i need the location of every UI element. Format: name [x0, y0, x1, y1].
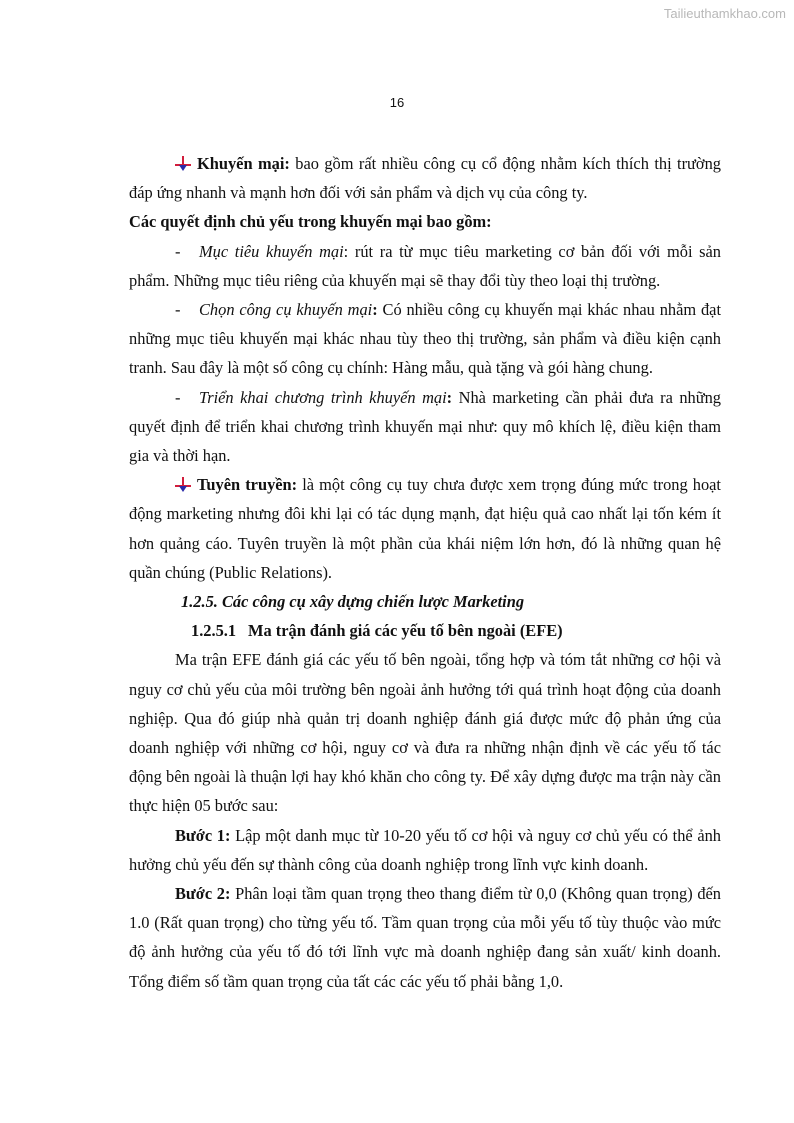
- item1-title: Mục tiêu khuyến mại: [199, 241, 344, 261]
- step1-text: Lập một danh mục từ 10-20 yếu tố cơ hội và nguy cơ chủ yếu có thể ảnh hưởng chủ yếu đến sự thành công của doanh nghiệp trong lĩnh vực kinh doanh.: [129, 825, 722, 874]
- arrow-down-bullet-icon: [175, 476, 191, 492]
- section-title: Ma trận đánh giá các yếu tố bên ngoài (EFE): [248, 621, 563, 641]
- dash-marker: -: [175, 300, 181, 320]
- paragraph-khuyen-mai: [129, 149, 721, 207]
- khuyen-mai-title: Khuyến mại:: [197, 154, 290, 173]
- step2-text: Phân loại tầm quan trọng theo thang điểm từ 0,0 (Không quan trọng) đến 1.0 (Rất quan trọng) cho từng yếu tố. Tầm quan trọng của mỗi yếu tố tùy thuộc vào mức độ ảnh hưởng của yếu tố đó tới lĩnh vực mà doanh nghiệp đang sản xuất/ kinh doanh. Tổng điểm số tầm quan trọng của tất các các yếu tố phải bằng 1,0.: [129, 884, 721, 991]
- step2-title: Bước 2:: [175, 884, 231, 904]
- section-heading-1-2-5: 1.2.5. Các công cụ xây dựng chiến lược Marketing: [181, 592, 525, 612]
- paragraph-tuyen-truyen: [129, 470, 721, 587]
- watermark: Tailieuthamkhao.com: [663, 6, 786, 21]
- item3-colon: :: [446, 387, 453, 407]
- item1-text: : rút ra từ mục tiêu marketing cơ bản đối với mỗi sản phẩm. Những mục tiêu riêng của khuyến mại sẽ thay đổi tùy theo loại thị trường.: [129, 241, 722, 290]
- item2-colon: :: [372, 300, 378, 320]
- step1-title: Bước 1:: [175, 825, 231, 845]
- list-item-muc-tieu: [129, 237, 721, 295]
- dash-marker: -: [175, 387, 181, 407]
- paragraph-step-2: [129, 879, 721, 996]
- list-item-trien-khai: [129, 383, 721, 471]
- section-number: 1.2.5.1: [191, 621, 237, 641]
- item2-title: Chọn công cụ khuyến mại: [199, 300, 373, 320]
- paragraph-step-1: [129, 821, 721, 879]
- tuyen-truyen-text: là một công cụ tuy chưa được xem trọng đúng mức trong hoạt động marketing nhưng đôi khi lại có tác dụng mạnh, đạt hiệu quả cao nhất lại tốn kém ít hơn quảng cáo. Tuyên truyền là một phần của khái niệm lớn hơn, đó là những quan hệ quần chúng (Public Relations).: [129, 475, 721, 582]
- item2-text: Có nhiều công cụ khuyến mại khác nhau nhằm đạt những mục tiêu khuyến mại khác nhau tùy theo thị trường, sản phẩm và điều kiện cạnh tranh. Sau đây là một số công cụ chính: Hàng mẫu, quà tặng và gói hàng chung.: [129, 300, 721, 378]
- list-item-chon-cong-cu: [129, 295, 721, 383]
- arrow-down-bullet-icon: [175, 155, 191, 171]
- page-number: 16: [389, 95, 405, 110]
- khuyen-mai-text: bao gồm rất nhiều công cụ cổ động nhằm kích thích thị trường đáp ứng nhanh và mạnh hơn đối với sản phẩm và dịch vụ của công ty.: [129, 154, 721, 203]
- section-heading-1-2-5-1: [129, 616, 721, 645]
- document-body: [129, 149, 721, 996]
- item3-text: Nhà marketing cần phải đưa ra những quyết định để triển khai chương trình khuyến mại như: quy mô khích lệ, điều kiện tham gia và thời hạn.: [129, 387, 721, 466]
- paragraph-efe: Ma trận EFE đánh giá các yếu tố bên ngoài, tổng hợp và tóm tắt những cơ hội và nguy cơ chủ yếu của môi trường bên ngoài ảnh hưởng tới quá trình hoạt động của doanh nghiệp. Qua đó giúp nhà quản trị doanh nghiệp đánh giá được mức độ phản ứng của doanh nghiệp với những cơ hội, nguy cơ và đưa ra những nhận định về các yếu tố tác động bên ngoài là thuận lợi hay khó khăn cho công ty. Để xây dựng được ma trận này cần thực hiện 05 bước sau:: [129, 650, 721, 816]
- dash-marker: -: [175, 241, 181, 261]
- decisions-heading: Các quyết định chủ yếu trong khuyến mại bao gồm:: [129, 212, 492, 232]
- tuyen-truyen-title: Tuyên truyền:: [197, 475, 298, 495]
- item3-title: Triển khai chương trình khuyến mại: [199, 387, 447, 407]
